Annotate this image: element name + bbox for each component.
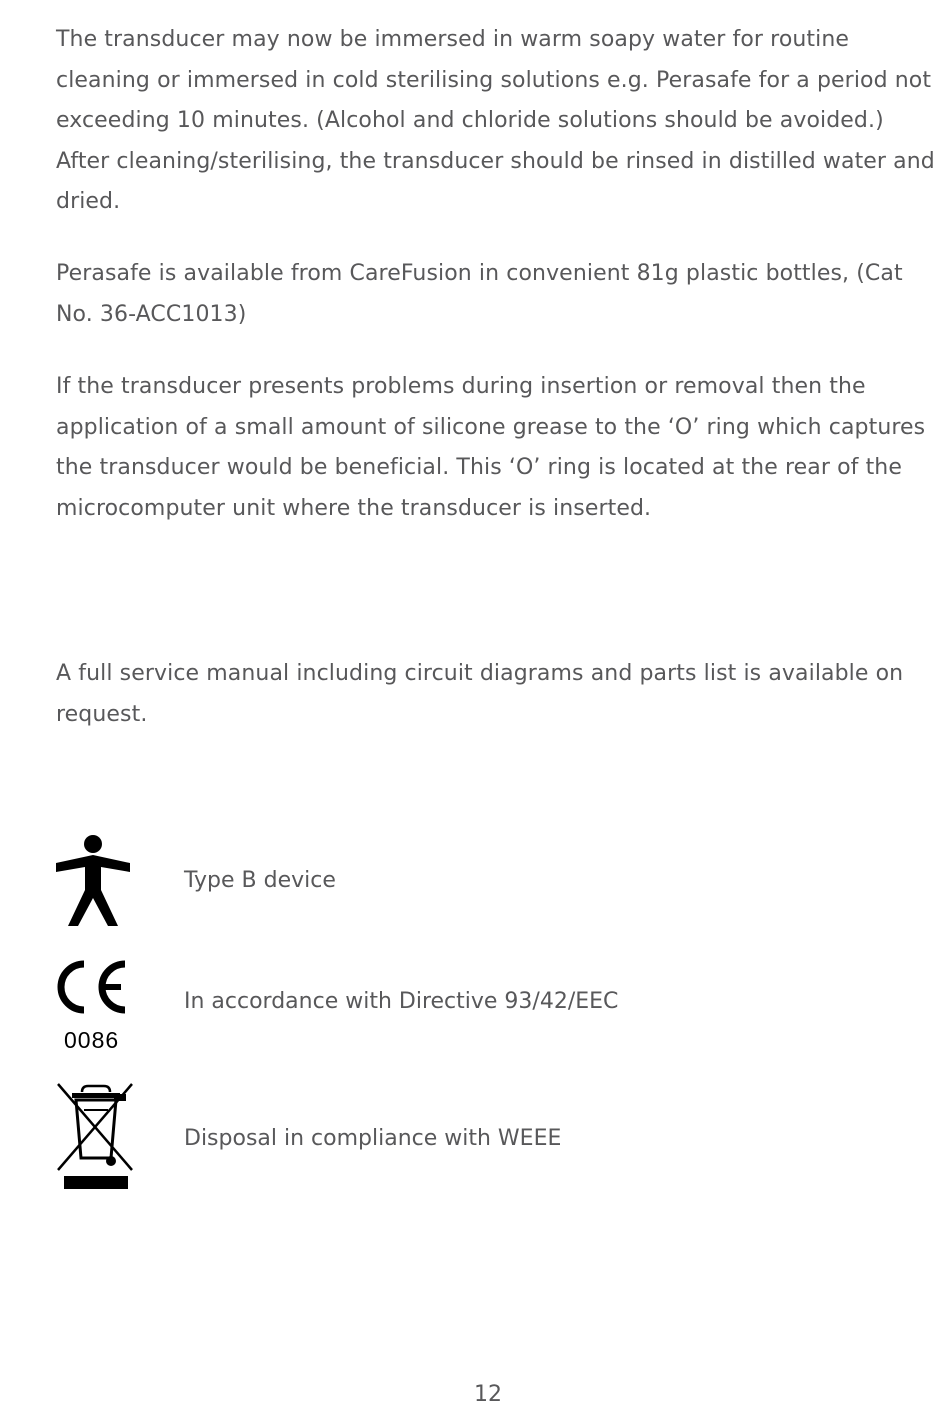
ce-notified-body-number: 0086	[64, 1027, 120, 1053]
ce-label: In accordance with Directive 93/42/EEC	[184, 989, 619, 1014]
ce-mark-icon	[54, 958, 134, 1018]
page-number: 12	[474, 1382, 502, 1407]
cleaning-paragraph: The transducer may now be immersed in warm soapy water for routine cleaning or immersed in cold sterilising solutions e.g. Perasafe for a period not exceeding 10 minutes. (Alcohol and chloride solutions should be avoided.) After cleaning/sterilising, the transducer should be rinsed in distilled water and dried.	[56, 27, 935, 214]
weee-crossed-bin-icon	[54, 1080, 138, 1192]
availability-paragraph: Perasafe is available from CareFusion in convenient 81g plastic bottles, (Cat No. 36-ACC1013)	[56, 261, 903, 327]
o-ring-paragraph: If the transducer presents problems during insertion or removal then the application of a small amount of silicone grease to the ‘O’ ring which captures the transducer would be beneficial. This ‘O’ ring is located at the rear of the microcomputer unit where the transducer is inserted.	[56, 374, 926, 521]
type-b-label: Type B device	[184, 868, 336, 893]
service-manual-paragraph: A full service manual including circuit diagrams and parts list is available on request.	[56, 661, 904, 727]
weee-label: Disposal in compliance with WEEE	[184, 1126, 562, 1151]
type-b-person-icon	[54, 834, 134, 930]
